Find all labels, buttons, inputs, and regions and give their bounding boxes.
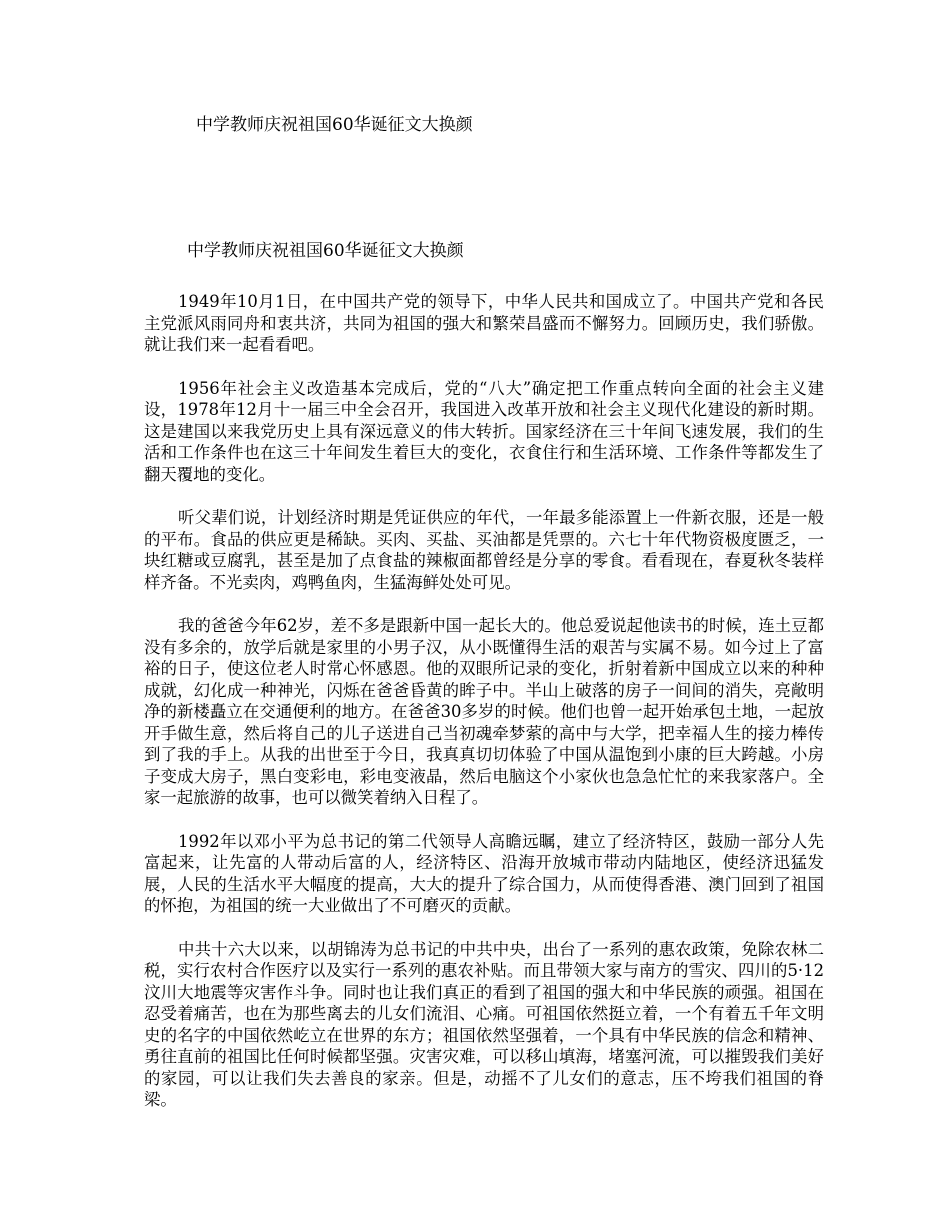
document-title: 中学教师庆祝祖国60华诞征文大换颜 <box>187 241 464 261</box>
paragraph-5: 1992年以邓小平为总书记的第二代领导人高瞻远瞩，建立了经济特区，鼓励一部分人先富起来，让先富的人带动后富的人，经济特区、沿海开放城市带动内陆地区，使经济迅猛发展，人民的生活水平大幅度的提高，大大的提升了综合国力，从而使得香港、澳门回到了祖国的怀抱，为祖国的统一大业做出了不可磨灭的贡献。 <box>144 831 824 915</box>
paragraph-3: 听父辈们说，计划经济时期是凭证供应的年代，一年最多能添置上一件新衣服，还是一般的平布。食品的供应更是稀缺。买肉、买盐、买油都是凭票的。六七十年代物资极度匮乏，一块红糖或豆腐乳，甚至是加了点食盐的辣椒面都曾经是分享的零食。看看现在，春夏秋冬装样样齐备。不光卖肉，鸡鸭鱼肉，生猛海鲜处处可见。 <box>144 508 824 592</box>
paragraph-1: 1949年10月1日，在中国共产党的领导下，中华人民共和国成立了。中国共产党和各民主党派风雨同舟和衷共济，共同为祖国的强大和繁荣昌盛而不懈努力。回顾历史，我们骄傲。就让我们来一起看看吧。 <box>144 292 824 354</box>
header-title: 中学教师庆祝祖国60华诞征文大换颜 <box>196 115 473 135</box>
paragraph-4: 我的爸爸今年62岁，差不多是跟新中国一起长大的。他总爱说起他读书的时候，连土豆都没有多余的，放学后就是家里的小男子汉，从小既懂得生活的艰苦与实属不易。如今过上了富裕的日子，使这位老人时常心怀感恩。他的双眼所记录的变化，折射着新中国成立以来的种种成就，幻化成一种神光，闪烁在爸爸昏黄的眸子中。半山上破落的房子一间间的消失，亮敞明净的新楼矗立在交通便利的地方。在爸爸30多岁的时候。他们也曾一起开始承包土地，一起放开手做生意，然后将自己的儿子送进自己当初魂牵梦萦的高中与大学，把幸福人生的接力棒传到了我的手上。从我的出世至于今日，我真真切切体验了中国从温饱到小康的巨大跨越。小房子变成大房子，黑白变彩电，彩电变液晶，然后电脑这个小家伙也急急忙忙的来我家落户。全家一起旅游的故事，也可以微笑着纳入日程了。 <box>144 616 824 807</box>
paragraph-6: 中共十六大以来，以胡锦涛为总书记的中共中央，出台了一系列的惠农政策，免除农林二税，实行农村合作医疗以及实行一系列的惠农补贴。而且带领大家与南方的雪灾、四川的5·12汶川大地震等灾害作斗争。同时也让我们真正的看到了祖国的强大和中华民族的顽强。祖国在忍受着痛苦，也在为那些离去的儿女们流泪、心痛。可祖国依然挺立着，一个有着五千年文明史的名字的中国依然屹立在世界的东方；祖国依然坚强着，一个具有中华民族的信念和精神、勇往直前的祖国比任何时候都坚强。灾害灾难，可以移山填海，堵塞河流，可以摧毁我们美好的家园，可以让我们失去善良的家亲。但是，动摇不了儿女们的意志，压不垮我们祖国的脊梁。 <box>144 939 824 1109</box>
document-body <box>144 240 824 1133</box>
paragraph-2: 1956年社会主义改造基本完成后，党的“八大”确定把工作重点转向全面的社会主义建设，1978年12月十一届三中全会召开，我国进入改革开放和社会主义现代化建设的新时期。这是建国以来我党历史上具有深远意义的伟大转折。国家经济在三十年间飞速发展，我们的生活和工作条件也在这三十年间发生着巨大的变化，衣食住行和生活环境、工作条件等都发生了翻天覆地的变化。 <box>144 378 824 484</box>
